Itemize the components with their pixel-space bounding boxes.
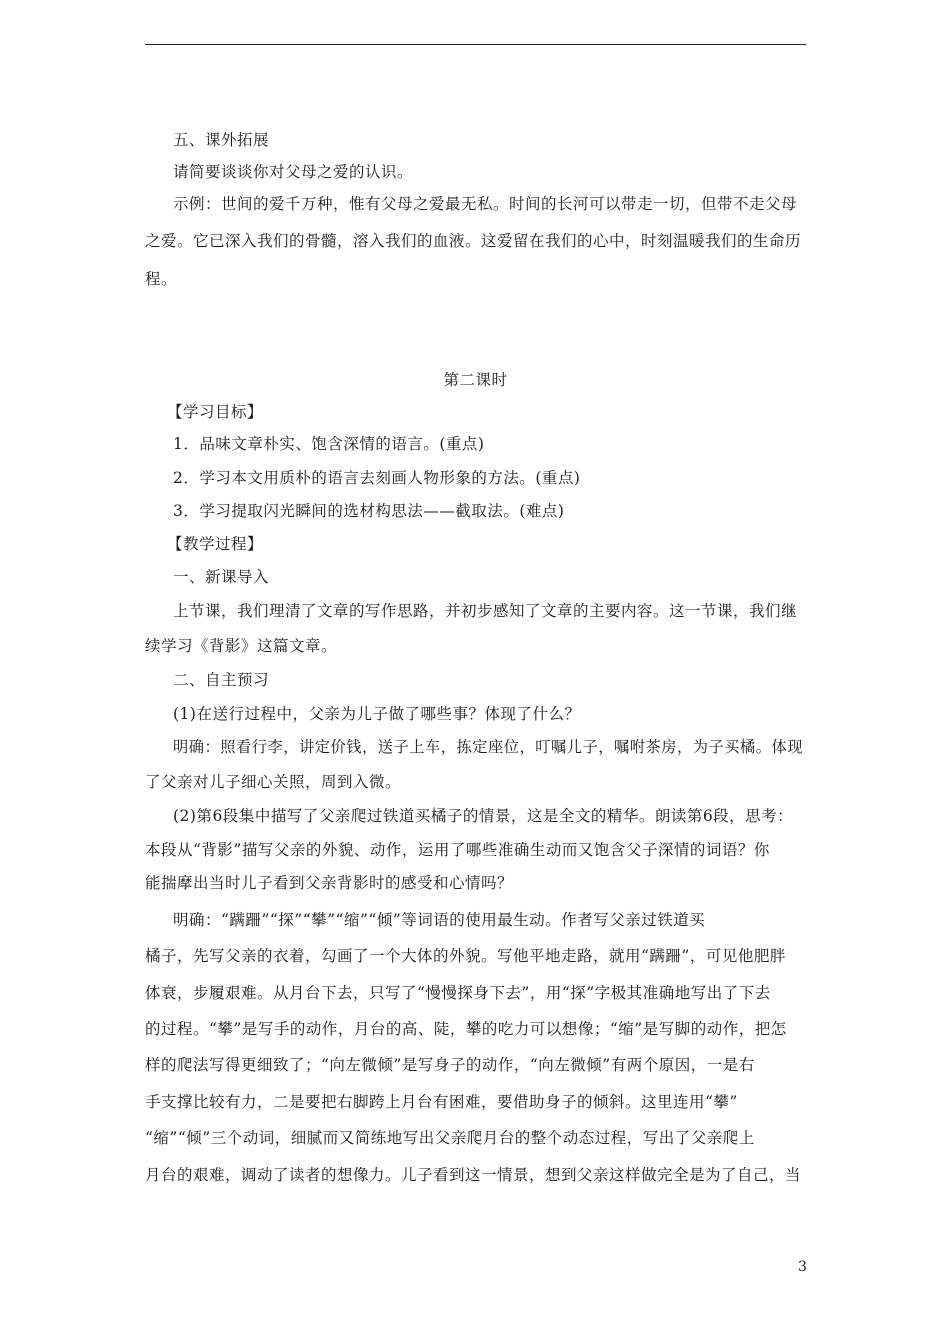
paragraph-line: 上节课，我们理清了文章的写作思路，并初步感知了文章的主要内容。这一节课，我们继 bbox=[173, 602, 798, 620]
answer-line: 橘子，先写父亲的衣着，勾画了一个大体的外貌。写他平地走路，就用“蹒跚”，可见他肥胖 bbox=[145, 947, 786, 965]
answer-line: 了父亲对儿子细心关照，周到入微。 bbox=[145, 773, 402, 791]
page-number: 3 bbox=[798, 1259, 807, 1275]
question-text: 请简要谈谈你对父母之爱的认识。 bbox=[173, 163, 414, 181]
answer-line: 手支撑比较有力，二是要把右脚跨上月台有困难，要借助身子的倾斜。这里连用“攀” bbox=[145, 1093, 738, 1111]
paragraph-line: 续学习《背影》这篇文章。 bbox=[145, 637, 338, 655]
example-line: 示例：世间的爱千万种，惟有父母之爱最无私。时间的长河可以带走一切，但带不走父母 bbox=[173, 195, 798, 213]
goal-item: 3．学习提取闪光瞬间的选材构思法——截取法。(难点) bbox=[173, 502, 565, 520]
answer-line: 的过程。“攀”是写手的动作，月台的高、陡，攀的吃力可以想像；“缩”是写脚的动作，把怎 bbox=[145, 1020, 787, 1038]
section-heading: 二、自主预习 bbox=[173, 671, 270, 689]
answer-line: “缩”“倾”三个动词，细腻而又简练地写出父亲爬月台的整个动态过程，写出了父亲爬上 bbox=[145, 1129, 755, 1147]
goals-heading: 【学习目标】 bbox=[167, 403, 264, 421]
goal-item: 2．学习本文用质朴的语言去刻画人物形象的方法。(重点) bbox=[173, 469, 581, 487]
example-line: 程。 bbox=[145, 270, 178, 288]
answer-line: 体衰，步履艰难。从月台下去，只写了“慢慢探身下去”，用“探”字极其准确地写出了下去 bbox=[145, 984, 771, 1002]
lesson-title: 第二课时 bbox=[443, 371, 508, 389]
header-rule bbox=[145, 44, 806, 45]
question-text: (1)在送行过程中，父亲为儿子做了哪些事？体现了什么？ bbox=[173, 705, 581, 723]
question-text: (2)第6段集中描写了父亲爬过铁道买橘子的情景，这是全文的精华。朗读第6段，思考： bbox=[173, 807, 794, 825]
answer-line: 样的爬法写得更细致了；“向左微倾”是写身子的动作，“向左微倾”有两个原因，一是右 bbox=[145, 1056, 755, 1074]
section-heading: 五、课外拓展 bbox=[173, 131, 270, 149]
answer-line: 明确：“蹒跚”“探”“攀”“缩”“倾”等词语的使用最生动。作者写父亲过铁道买 bbox=[173, 911, 706, 929]
answer-line: 月台的艰难，调动了读者的想像力。儿子看到这一情景，想到父亲这样做完全是为了自己，当 bbox=[145, 1166, 802, 1184]
example-line: 之爱。它已深入我们的骨髓，溶入我们的血液。这爱留在我们的心中，时刻温暖我们的生命历 bbox=[145, 232, 802, 250]
goal-item: 1．品味文章朴实、饱含深情的语言。(重点) bbox=[173, 435, 485, 453]
section-heading: 一、新课导入 bbox=[173, 568, 270, 586]
answer-line: 明确：照看行李，讲定价钱，送子上车，拣定座位，叮嘱儿子，嘱咐茶房，为子买橘。体现 bbox=[173, 738, 803, 756]
question-text: 本段从“背影”描写父亲的外貌、动作，运用了哪些准确生动而又饱含父子深情的词语？你 bbox=[145, 841, 770, 859]
question-text: 能揣摩出当时儿子看到父亲背影时的感受和心情吗？ bbox=[145, 874, 514, 892]
process-heading: 【教学过程】 bbox=[167, 535, 264, 553]
